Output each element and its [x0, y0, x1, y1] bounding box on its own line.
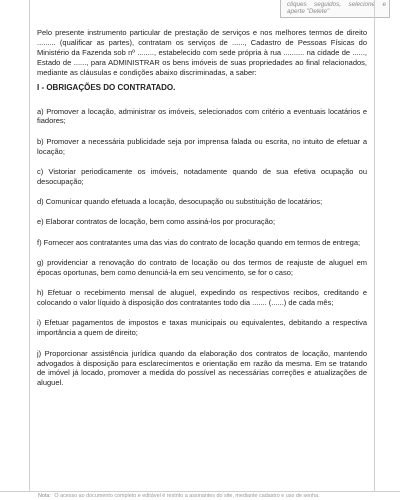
clause-a: a) Promover a locação, administrar os imóveis, selecionados com critério a eventuais locatários e fiadores;	[37, 106, 367, 126]
clause-c: c) Vistoriar periodicamente os imóveis, notadamente quando de sua efetiva ocupação ou desocupação;	[37, 166, 367, 186]
footer-note-label: Nota:	[38, 493, 51, 499]
intro-paragraph: Pelo presente instrumento particular de prestação de serviços e nos melhores termos de direito ......... (qualificar as partes), contratam os serviços de ......, Cadastro de Pessoas Físicas do Ministério da Fazenda sob nº ........, estabelecido com sede própria à rua .......... na cidade de ......, Estado de ......, para ADMINISTRAR os bens imóveis de suas propriedades ao final relacionados, mediante as cláusulas e condições abaixo discriminadas, a saber:	[37, 28, 367, 77]
footer-note-text: O acesso ao documento completo e editável é restrito a assinantes do site, mediante cadastro e uso de senha.	[54, 493, 320, 499]
clause-j: j) Proporcionar assistência jurídica quando da elaboração dos contratos de locação, mantendo advogados à disposição para esclarecimentos e orientação em razão da mesma. Em se tratando de imóvel já locado, promover a medida do possível as necessárias correções e atualizações de aluguel.	[37, 348, 367, 388]
document-body	[37, 28, 367, 399]
clause-f: f) Fornecer aos contratantes uma das vias do contrato de locação quando em termos de entrega;	[37, 237, 361, 247]
clause-h: h) Efetuar o recebimento mensal de aluguel, expedindo os respectivos recibos, creditando e colocando o valor líquido à disposição dos contratantes todo dia ....... (......) de cada mês;	[37, 288, 367, 308]
clause-d: d) Comunicar quando efetuada a locação, desocupação ou substituição de locatários;	[37, 197, 323, 207]
editing-hint-text: cliques seguidos, selecione e aperte "Delete"	[287, 1, 386, 16]
clause-g: g) providenciar a renovação do contrato de locação ou dos termos de reajuste de aluguel em épocas oportunas, bem como denunciá-la em seu vencimento, se for o caso;	[37, 258, 367, 277]
section-title: I - OBRIGAÇÕES DO CONTRATADO.	[37, 82, 176, 92]
footer-note	[0, 491, 400, 500]
clause-e: e) Elaborar contratos de locação, bem como assiná-los por procuração;	[37, 217, 276, 227]
clause-b: b) Promover a necessária publicidade seja por imprensa falada ou escrita, no intuito de efetuar a locação;	[37, 136, 367, 156]
clause-i: i) Efetuar pagamentos de impostos e taxas municipais ou equivalentes, debitando a respectiva importância a quem de direito;	[37, 318, 367, 338]
